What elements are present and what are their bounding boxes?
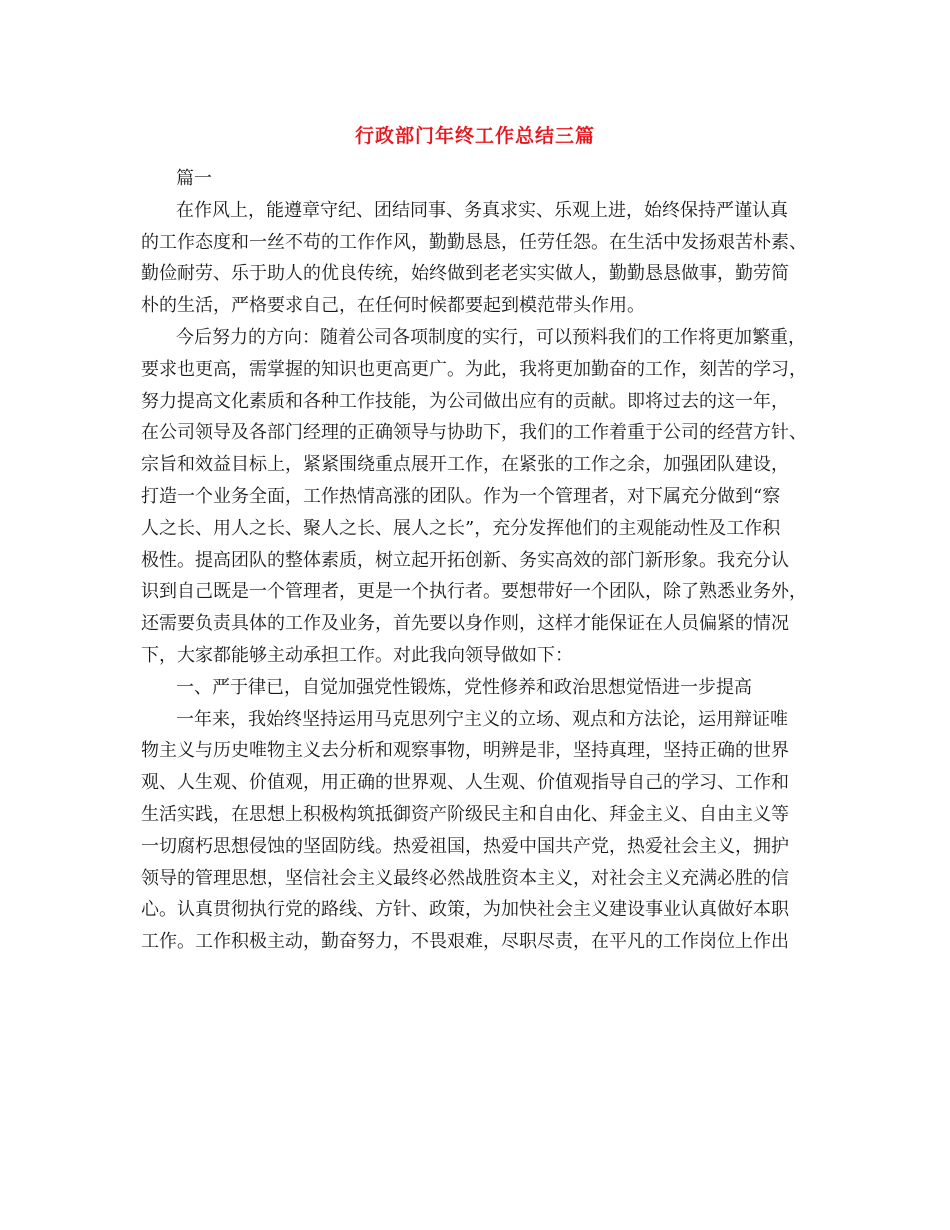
text-line: 还需要负责具体的工作及业务，首先要以身作则，这样才能保证在人员偏紧的情况 (141, 613, 789, 635)
text-line: 打造一个业务全面，工作热情高涨的团队。作为一个管理者，对下属充分做到“察 (141, 485, 781, 507)
text-line: 在作风上，能遵章守纪、团结同事、务真求实、乐观上进，始终保持严谨认真 (176, 199, 788, 221)
text-line: 识到自己既是一个管理者，更是一个执行者。要想带好一个团队，除了熟悉业务外， (141, 581, 807, 603)
text-line: 极性。提高团队的整体素质，树立起开拓创新、务实高效的部门新形象。我充分认 (141, 549, 789, 571)
text-line: 要求也更高，需掌握的知识也更高更广。为此，我将更加勤奋的工作，刻苦的学习， (141, 358, 807, 380)
text-line: 在公司领导及各部门经理的正确领导与协助下，我们的工作着重于公司的经营方针、 (141, 422, 807, 444)
document-body (141, 163, 813, 958)
text-line: 观、人生观、价值观，用正确的世界观、人生观、价值观指导自己的学习、工作和 (141, 772, 789, 794)
text-line: 一切腐朽思想侵蚀的坚固防线。热爱祖国，热爱中国共产党，热爱社会主义，拥护 (141, 835, 789, 857)
text-line: 的工作态度和一丝不苟的工作作风，勤勤恳恳，任劳任怨。在生活中发扬艰苦朴素、 (141, 231, 807, 253)
text-line: 朴的生活，严格要求自己，在任何时候都要起到模范带头作用。 (141, 295, 645, 317)
text-line: 工作。工作积极主动，勤奋努力，不畏艰难，尽职尽责，在平凡的工作岗位上作出 (141, 931, 789, 953)
text-line: 努力提高文化素质和各种工作技能，为公司做出应有的贡献。即将过去的这一年， (141, 390, 789, 412)
text-line: 今后努力的方向：随着公司各项制度的实行，可以预料我们的工作将更加繁重， (176, 326, 806, 348)
text-line: 宗旨和效益目标上，紧紧围绕重点展开工作，在紧张的工作之余，加强团队建设， (141, 454, 789, 476)
text-line: 心。认真贯彻执行党的路线、方针、政策，为加快社会主义建设事业认真做好本职 (141, 899, 789, 921)
text-line: 篇一 (176, 168, 212, 189)
text-line: 生活实践，在思想上积极构筑抵御资产阶级民主和自由化、拜金主义、自由主义等 (141, 803, 789, 825)
text-line: 物主义与历史唯物主义去分析和观察事物，明辨是非，坚持真理，坚持正确的世界 (141, 740, 789, 762)
text-line: 勤俭耐劳、乐于助人的优良传统，始终做到老老实实做人，勤勤恳恳做事，勤劳简 (141, 263, 789, 285)
text-line: 下，大家都能够主动承担工作。对此我向领导做如下： (141, 644, 573, 666)
text-line: 领导的管理思想，坚信社会主义最终必然战胜资本主义，对社会主义充满必胜的信 (141, 867, 789, 889)
text-line: 一、严于律已，自觉加强党性锻炼，党性修养和政治思想觉悟进一步提高 (176, 676, 752, 698)
text-line: 人之长、用人之长、聚人之长、展人之长”，充分发挥他们的主观能动性及工作积 (141, 517, 781, 539)
document-title: 行政部门年终工作总结三篇 (354, 125, 595, 147)
text-line: 一年来，我始终坚持运用马克思列宁主义的立场、观点和方法论，运用辩证唯 (176, 708, 788, 730)
